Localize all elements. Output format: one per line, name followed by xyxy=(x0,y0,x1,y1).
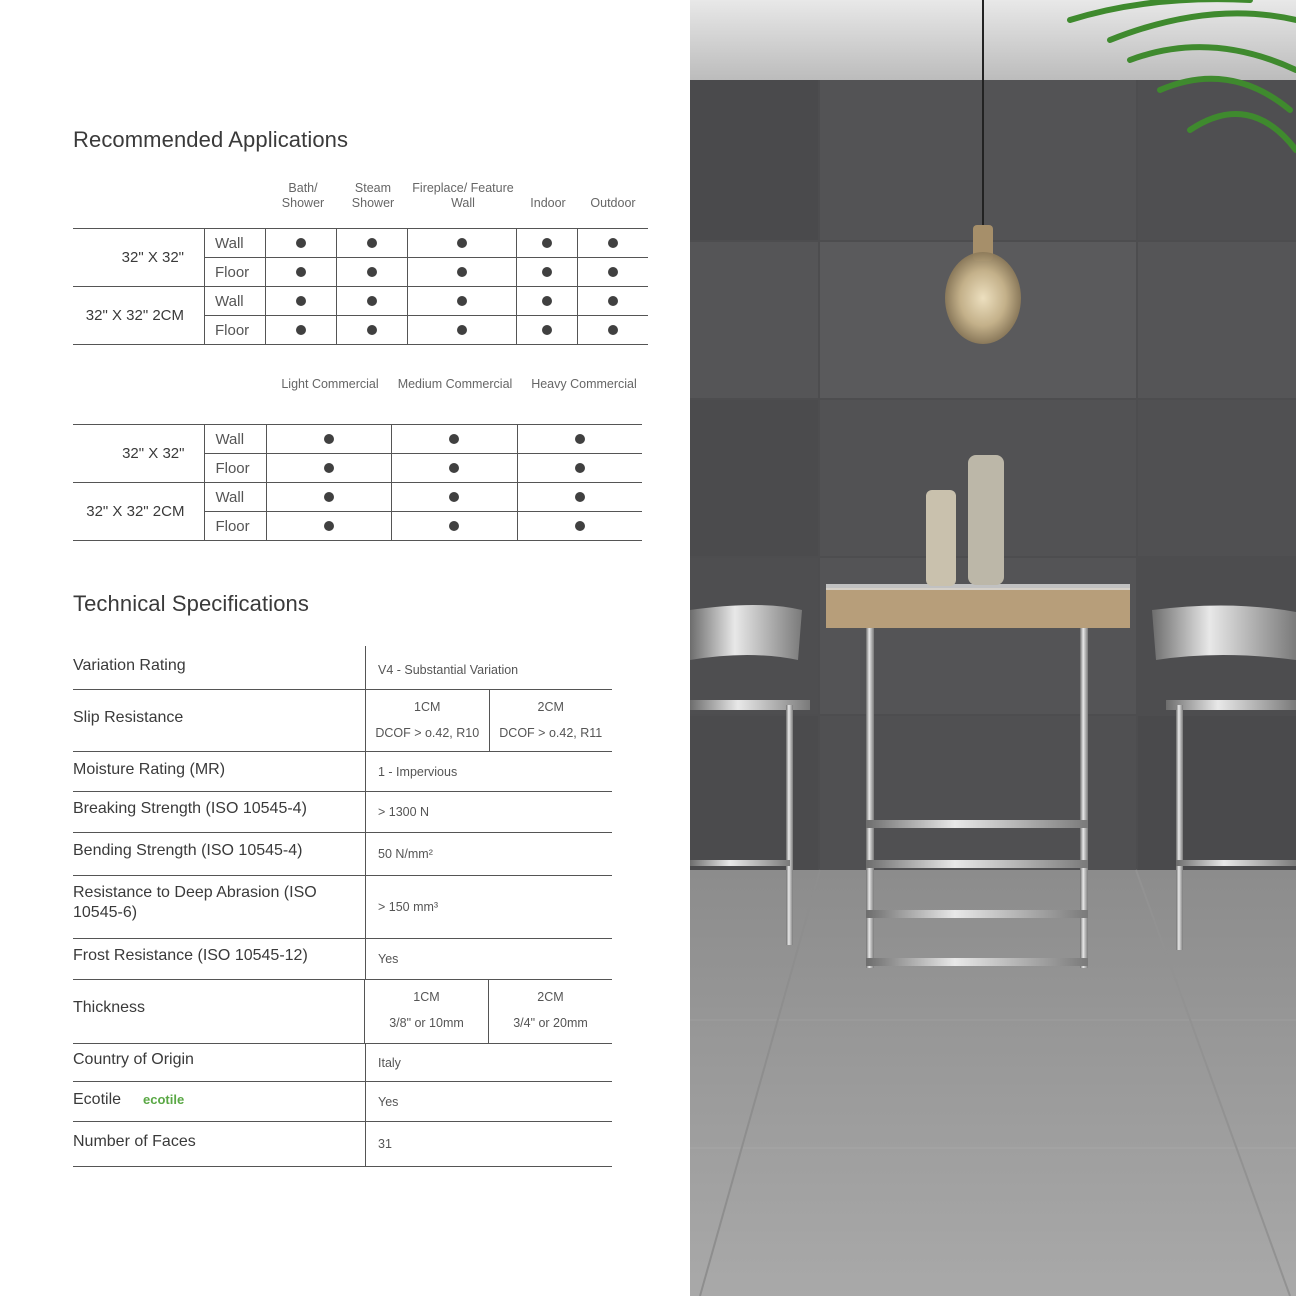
header-indoor: Indoor xyxy=(530,196,566,210)
spec-label: Frost Resistance (ISO 10545-12) xyxy=(73,947,308,964)
applications-table-residential xyxy=(73,228,648,345)
header-heavy-commercial: Heavy Commercial xyxy=(531,377,637,391)
check-dot-icon xyxy=(575,463,585,473)
header-medium-commercial: Medium Commercial xyxy=(397,377,513,391)
split-cell xyxy=(489,690,613,751)
spec-value: > 1300 N xyxy=(365,792,612,832)
header-steam-shower: Steam Shower xyxy=(351,181,395,210)
split-cell xyxy=(366,690,489,751)
spec-label xyxy=(73,1082,365,1121)
size-label: 32" X 32" 2CM xyxy=(73,287,205,345)
spec-label: Thickness xyxy=(73,999,146,1016)
spec-label: Slip Resistance xyxy=(73,709,184,726)
check-dot-icon xyxy=(542,325,552,335)
spec-split-value xyxy=(365,690,612,751)
check-dot-icon xyxy=(324,492,334,502)
spec-row-frost xyxy=(73,939,612,980)
type-floor: Floor xyxy=(205,512,266,541)
spec-value: Yes xyxy=(365,1082,612,1121)
spec-row-origin xyxy=(73,1044,612,1082)
spec-row-breaking xyxy=(73,792,612,833)
technical-specifications-title: Technical Specifications xyxy=(73,591,309,616)
check-dot-icon xyxy=(542,238,552,248)
spec-row-slip xyxy=(73,690,612,752)
check-dot-icon xyxy=(296,267,306,277)
check-dot-icon xyxy=(608,296,618,306)
check-dot-icon xyxy=(367,296,377,306)
check-dot-icon xyxy=(542,296,552,306)
check-dot-icon xyxy=(296,238,306,248)
header-bath-shower: Bath/ Shower xyxy=(281,181,325,210)
spec-value: > 150 mm³ xyxy=(365,876,612,938)
check-dot-icon xyxy=(324,463,334,473)
spec-label: Resistance to Deep Abrasion (ISO 10545-6) xyxy=(73,884,317,921)
spec-value: 31 xyxy=(365,1122,612,1166)
interior-photo xyxy=(690,0,1296,1296)
recommended-applications-title: Recommended Applications xyxy=(73,127,349,152)
type-floor: Floor xyxy=(205,258,266,287)
type-wall: Wall xyxy=(205,229,266,258)
spec-row-ecotile xyxy=(73,1082,612,1122)
check-dot-icon xyxy=(457,325,467,335)
spec-row-abrasion xyxy=(73,876,612,939)
spec-label: Country of Origin xyxy=(73,1051,194,1068)
spec-label: Moisture Rating (MR) xyxy=(73,761,226,778)
spec-label: Number of Faces xyxy=(73,1133,196,1150)
check-dot-icon xyxy=(367,325,377,335)
check-dot-icon xyxy=(457,267,467,277)
spec-value: Yes xyxy=(365,939,612,979)
check-dot-icon xyxy=(608,325,618,335)
check-dot-icon xyxy=(449,521,459,531)
size-label: 32" X 32" xyxy=(73,425,205,483)
spec-value: 1 - Impervious xyxy=(365,752,612,791)
applications-table-commercial xyxy=(73,424,642,541)
check-dot-icon xyxy=(575,492,585,502)
check-dot-icon xyxy=(457,238,467,248)
check-dot-icon xyxy=(367,238,377,248)
check-dot-icon xyxy=(449,434,459,444)
spec-value: 50 N/mm² xyxy=(365,833,612,875)
check-dot-icon xyxy=(608,267,618,277)
spec-label: Variation Rating xyxy=(73,657,186,674)
type-wall: Wall xyxy=(205,483,266,512)
spec-row-variation xyxy=(73,646,612,690)
check-dot-icon xyxy=(324,434,334,444)
split-head: 2CM xyxy=(537,990,564,1004)
split-cell xyxy=(365,980,488,1043)
check-dot-icon xyxy=(575,521,585,531)
check-dot-icon xyxy=(324,521,334,531)
check-dot-icon xyxy=(575,434,585,444)
split-value: 3/4" or 20mm xyxy=(513,1016,588,1030)
split-value: DCOF > o.42, R11 xyxy=(499,726,603,740)
check-dot-icon xyxy=(296,296,306,306)
split-head: 1CM xyxy=(414,700,441,714)
split-head: 2CM xyxy=(537,700,564,714)
header-fireplace: Fireplace/ Feature Wall xyxy=(412,181,514,210)
spec-label: Bending Strength (ISO 10545-4) xyxy=(73,842,303,859)
spec-row-moisture xyxy=(73,752,612,792)
size-label: 32" X 32" 2CM xyxy=(73,483,205,541)
spec-row-thickness xyxy=(73,980,612,1044)
check-dot-icon xyxy=(542,267,552,277)
spec-value: Italy xyxy=(365,1044,612,1081)
spec-row-faces xyxy=(73,1122,612,1167)
check-dot-icon xyxy=(608,238,618,248)
header-light-commercial: Light Commercial xyxy=(281,377,379,391)
type-floor: Floor xyxy=(205,316,266,345)
check-dot-icon xyxy=(296,325,306,335)
spec-row-bending xyxy=(73,833,612,876)
spec-table xyxy=(73,646,612,1167)
type-wall: Wall xyxy=(205,287,266,316)
ecotile-label: Ecotile xyxy=(73,1091,122,1108)
type-floor: Floor xyxy=(205,454,266,483)
size-label: 32" X 32" xyxy=(73,229,205,287)
type-wall: Wall xyxy=(205,425,266,454)
spec-label: Breaking Strength (ISO 10545-4) xyxy=(73,800,307,817)
split-head: 1CM xyxy=(413,990,440,1004)
ecotile-logo: ecotile xyxy=(143,1092,185,1107)
check-dot-icon xyxy=(449,492,459,502)
check-dot-icon xyxy=(367,267,377,277)
check-dot-icon xyxy=(449,463,459,473)
split-value: 3/8" or 10mm xyxy=(389,1016,464,1030)
spec-split-value xyxy=(364,980,612,1043)
split-cell xyxy=(488,980,612,1043)
spec-value: V4 - Substantial Variation xyxy=(365,646,612,689)
split-value: DCOF > o.42, R10 xyxy=(375,726,480,740)
check-dot-icon xyxy=(457,296,467,306)
header-outdoor: Outdoor xyxy=(590,196,636,210)
